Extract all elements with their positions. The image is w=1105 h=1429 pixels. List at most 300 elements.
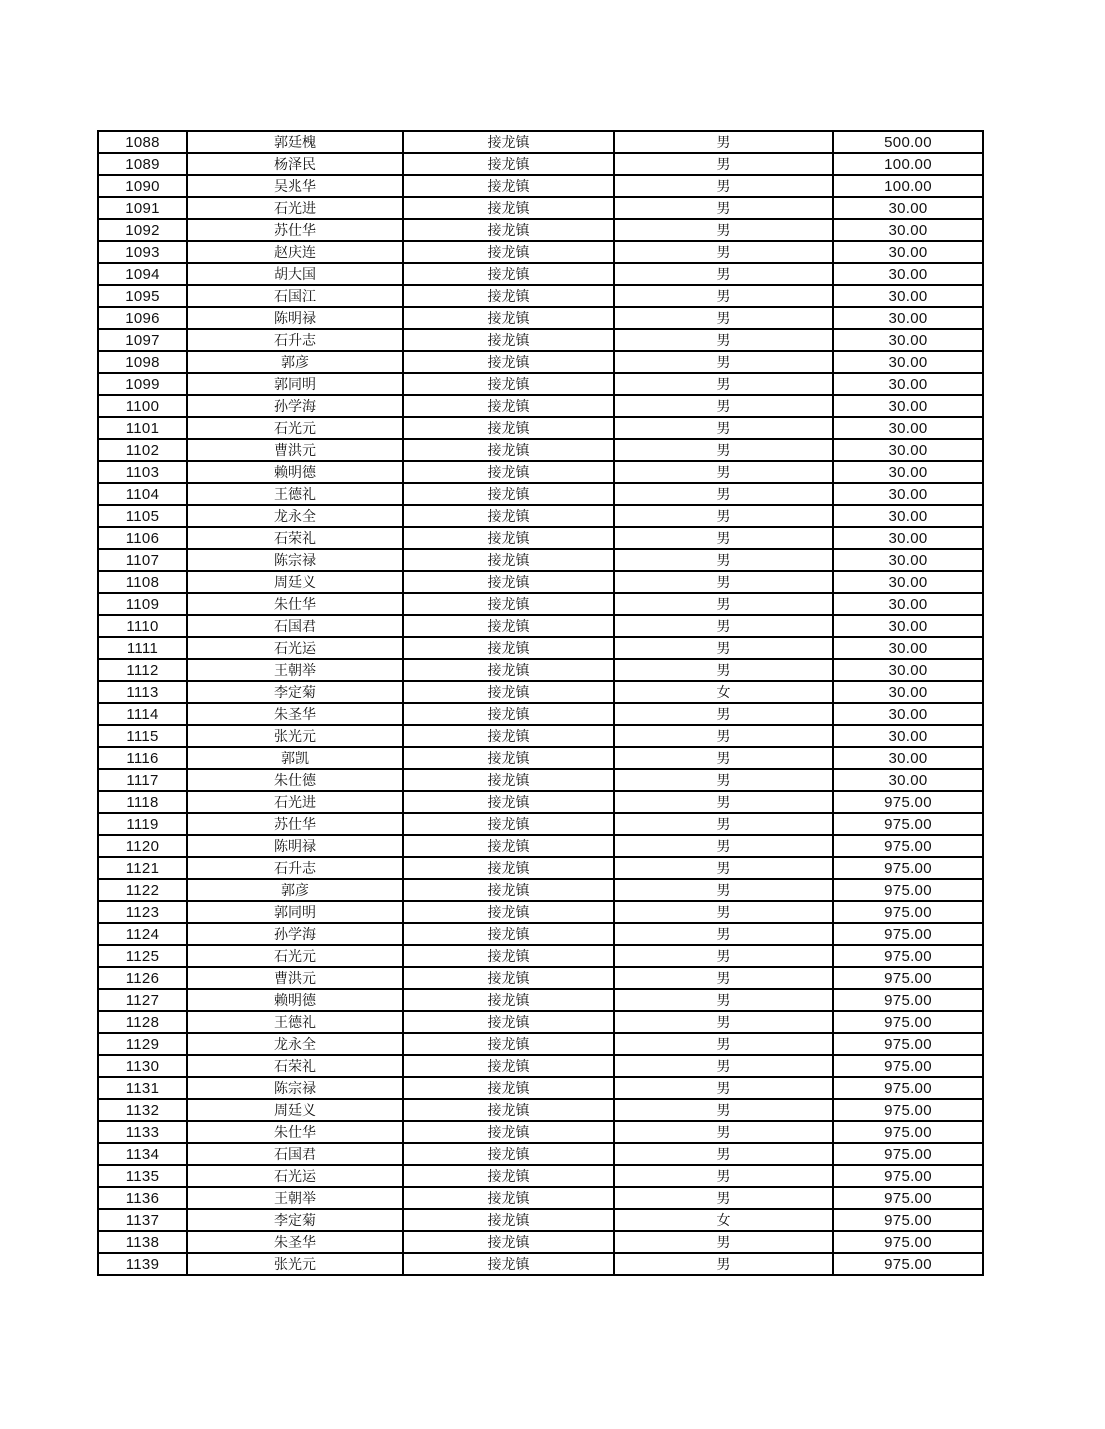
name-cell: 李定菊 bbox=[187, 681, 403, 703]
gender-cell: 男 bbox=[614, 263, 833, 285]
table-row bbox=[98, 923, 983, 945]
town-cell: 接龙镇 bbox=[403, 813, 614, 835]
gender-cell: 男 bbox=[614, 747, 833, 769]
name-cell: 石光运 bbox=[187, 1165, 403, 1187]
gender-cell: 男 bbox=[614, 857, 833, 879]
amount-cell: 30.00 bbox=[833, 395, 983, 417]
row-number-cell: 1138 bbox=[98, 1231, 187, 1253]
gender-cell: 男 bbox=[614, 945, 833, 967]
town-cell: 接龙镇 bbox=[403, 769, 614, 791]
name-cell: 孙学海 bbox=[187, 395, 403, 417]
town-cell: 接龙镇 bbox=[403, 527, 614, 549]
name-cell: 曹洪元 bbox=[187, 967, 403, 989]
amount-cell: 975.00 bbox=[833, 879, 983, 901]
town-cell: 接龙镇 bbox=[403, 1011, 614, 1033]
town-cell: 接龙镇 bbox=[403, 483, 614, 505]
gender-cell: 男 bbox=[614, 241, 833, 263]
table-row bbox=[98, 285, 983, 307]
town-cell: 接龙镇 bbox=[403, 197, 614, 219]
table-row bbox=[98, 1165, 983, 1187]
town-cell: 接龙镇 bbox=[403, 1121, 614, 1143]
table-row bbox=[98, 219, 983, 241]
amount-cell: 975.00 bbox=[833, 1231, 983, 1253]
town-cell: 接龙镇 bbox=[403, 725, 614, 747]
gender-cell: 男 bbox=[614, 285, 833, 307]
table-row bbox=[98, 901, 983, 923]
row-number-cell: 1114 bbox=[98, 703, 187, 725]
amount-cell: 30.00 bbox=[833, 197, 983, 219]
town-cell: 接龙镇 bbox=[403, 395, 614, 417]
amount-cell: 30.00 bbox=[833, 527, 983, 549]
town-cell: 接龙镇 bbox=[403, 1077, 614, 1099]
row-number-cell: 1139 bbox=[98, 1253, 187, 1275]
table-row bbox=[98, 307, 983, 329]
town-cell: 接龙镇 bbox=[403, 417, 614, 439]
town-cell: 接龙镇 bbox=[403, 505, 614, 527]
name-cell: 郭同明 bbox=[187, 901, 403, 923]
gender-cell: 男 bbox=[614, 505, 833, 527]
gender-cell: 男 bbox=[614, 1011, 833, 1033]
amount-cell: 975.00 bbox=[833, 857, 983, 879]
table-row bbox=[98, 791, 983, 813]
town-cell: 接龙镇 bbox=[403, 945, 614, 967]
name-cell: 郭廷槐 bbox=[187, 131, 403, 153]
gender-cell: 男 bbox=[614, 835, 833, 857]
row-number-cell: 1104 bbox=[98, 483, 187, 505]
amount-cell: 30.00 bbox=[833, 263, 983, 285]
name-cell: 吴兆华 bbox=[187, 175, 403, 197]
row-number-cell: 1095 bbox=[98, 285, 187, 307]
table-row bbox=[98, 505, 983, 527]
row-number-cell: 1106 bbox=[98, 527, 187, 549]
row-number-cell: 1110 bbox=[98, 615, 187, 637]
amount-cell: 100.00 bbox=[833, 153, 983, 175]
row-number-cell: 1103 bbox=[98, 461, 187, 483]
gender-cell: 男 bbox=[614, 923, 833, 945]
town-cell: 接龙镇 bbox=[403, 175, 614, 197]
name-cell: 石荣礼 bbox=[187, 1055, 403, 1077]
town-cell: 接龙镇 bbox=[403, 879, 614, 901]
amount-cell: 975.00 bbox=[833, 1253, 983, 1275]
row-number-cell: 1132 bbox=[98, 1099, 187, 1121]
row-number-cell: 1133 bbox=[98, 1121, 187, 1143]
town-cell: 接龙镇 bbox=[403, 285, 614, 307]
row-number-cell: 1101 bbox=[98, 417, 187, 439]
amount-cell: 30.00 bbox=[833, 659, 983, 681]
table-row bbox=[98, 879, 983, 901]
gender-cell: 男 bbox=[614, 1077, 833, 1099]
table-row bbox=[98, 351, 983, 373]
row-number-cell: 1099 bbox=[98, 373, 187, 395]
amount-cell: 30.00 bbox=[833, 549, 983, 571]
town-cell: 接龙镇 bbox=[403, 153, 614, 175]
row-number-cell: 1089 bbox=[98, 153, 187, 175]
row-number-cell: 1117 bbox=[98, 769, 187, 791]
table-row bbox=[98, 1209, 983, 1231]
amount-cell: 30.00 bbox=[833, 747, 983, 769]
town-cell: 接龙镇 bbox=[403, 1209, 614, 1231]
row-number-cell: 1118 bbox=[98, 791, 187, 813]
amount-cell: 30.00 bbox=[833, 439, 983, 461]
name-cell: 陈宗禄 bbox=[187, 1077, 403, 1099]
gender-cell: 男 bbox=[614, 1033, 833, 1055]
amount-cell: 30.00 bbox=[833, 351, 983, 373]
name-cell: 张光元 bbox=[187, 1253, 403, 1275]
row-number-cell: 1105 bbox=[98, 505, 187, 527]
town-cell: 接龙镇 bbox=[403, 989, 614, 1011]
gender-cell: 男 bbox=[614, 549, 833, 571]
roster-table bbox=[97, 130, 984, 1276]
name-cell: 陈明禄 bbox=[187, 835, 403, 857]
table-row bbox=[98, 571, 983, 593]
table-row bbox=[98, 681, 983, 703]
table-row bbox=[98, 835, 983, 857]
gender-cell: 男 bbox=[614, 1165, 833, 1187]
row-number-cell: 1098 bbox=[98, 351, 187, 373]
row-number-cell: 1096 bbox=[98, 307, 187, 329]
name-cell: 李定菊 bbox=[187, 1209, 403, 1231]
gender-cell: 男 bbox=[614, 1231, 833, 1253]
town-cell: 接龙镇 bbox=[403, 791, 614, 813]
name-cell: 郭同明 bbox=[187, 373, 403, 395]
gender-cell: 男 bbox=[614, 439, 833, 461]
name-cell: 朱圣华 bbox=[187, 703, 403, 725]
gender-cell: 男 bbox=[614, 483, 833, 505]
row-number-cell: 1100 bbox=[98, 395, 187, 417]
gender-cell: 男 bbox=[614, 901, 833, 923]
gender-cell: 男 bbox=[614, 879, 833, 901]
gender-cell: 男 bbox=[614, 637, 833, 659]
gender-cell: 男 bbox=[614, 703, 833, 725]
table-row bbox=[98, 725, 983, 747]
name-cell: 郭彦 bbox=[187, 351, 403, 373]
name-cell: 赖明德 bbox=[187, 461, 403, 483]
row-number-cell: 1126 bbox=[98, 967, 187, 989]
name-cell: 陈明禄 bbox=[187, 307, 403, 329]
row-number-cell: 1094 bbox=[98, 263, 187, 285]
name-cell: 曹洪元 bbox=[187, 439, 403, 461]
table-row bbox=[98, 769, 983, 791]
row-number-cell: 1137 bbox=[98, 1209, 187, 1231]
town-cell: 接龙镇 bbox=[403, 703, 614, 725]
name-cell: 龙永全 bbox=[187, 1033, 403, 1055]
gender-cell: 男 bbox=[614, 373, 833, 395]
amount-cell: 975.00 bbox=[833, 1055, 983, 1077]
name-cell: 朱仕德 bbox=[187, 769, 403, 791]
table-row bbox=[98, 175, 983, 197]
name-cell: 石光进 bbox=[187, 791, 403, 813]
table-row bbox=[98, 857, 983, 879]
row-number-cell: 1120 bbox=[98, 835, 187, 857]
name-cell: 赖明德 bbox=[187, 989, 403, 1011]
table-row bbox=[98, 1143, 983, 1165]
row-number-cell: 1130 bbox=[98, 1055, 187, 1077]
row-number-cell: 1092 bbox=[98, 219, 187, 241]
table-row bbox=[98, 549, 983, 571]
amount-cell: 975.00 bbox=[833, 945, 983, 967]
gender-cell: 男 bbox=[614, 131, 833, 153]
gender-cell: 男 bbox=[614, 791, 833, 813]
gender-cell: 男 bbox=[614, 813, 833, 835]
town-cell: 接龙镇 bbox=[403, 571, 614, 593]
name-cell: 苏仕华 bbox=[187, 813, 403, 835]
amount-cell: 975.00 bbox=[833, 967, 983, 989]
gender-cell: 男 bbox=[614, 395, 833, 417]
town-cell: 接龙镇 bbox=[403, 1033, 614, 1055]
table-body bbox=[98, 131, 983, 1275]
row-number-cell: 1113 bbox=[98, 681, 187, 703]
table-row bbox=[98, 659, 983, 681]
amount-cell: 30.00 bbox=[833, 505, 983, 527]
table-row bbox=[98, 527, 983, 549]
table-row bbox=[98, 131, 983, 153]
name-cell: 石国君 bbox=[187, 615, 403, 637]
name-cell: 周廷义 bbox=[187, 1099, 403, 1121]
amount-cell: 975.00 bbox=[833, 1033, 983, 1055]
row-number-cell: 1088 bbox=[98, 131, 187, 153]
name-cell: 石光进 bbox=[187, 197, 403, 219]
table-row bbox=[98, 1253, 983, 1275]
amount-cell: 975.00 bbox=[833, 791, 983, 813]
table-row bbox=[98, 1011, 983, 1033]
table-row bbox=[98, 1055, 983, 1077]
town-cell: 接龙镇 bbox=[403, 1187, 614, 1209]
town-cell: 接龙镇 bbox=[403, 923, 614, 945]
table-row bbox=[98, 153, 983, 175]
town-cell: 接龙镇 bbox=[403, 241, 614, 263]
town-cell: 接龙镇 bbox=[403, 615, 614, 637]
gender-cell: 男 bbox=[614, 351, 833, 373]
table-row bbox=[98, 483, 983, 505]
row-number-cell: 1128 bbox=[98, 1011, 187, 1033]
gender-cell: 女 bbox=[614, 1209, 833, 1231]
amount-cell: 30.00 bbox=[833, 307, 983, 329]
gender-cell: 男 bbox=[614, 615, 833, 637]
amount-cell: 975.00 bbox=[833, 901, 983, 923]
name-cell: 石国江 bbox=[187, 285, 403, 307]
row-number-cell: 1125 bbox=[98, 945, 187, 967]
gender-cell: 女 bbox=[614, 681, 833, 703]
town-cell: 接龙镇 bbox=[403, 131, 614, 153]
name-cell: 石荣礼 bbox=[187, 527, 403, 549]
town-cell: 接龙镇 bbox=[403, 1099, 614, 1121]
amount-cell: 30.00 bbox=[833, 461, 983, 483]
row-number-cell: 1112 bbox=[98, 659, 187, 681]
table-row bbox=[98, 1033, 983, 1055]
name-cell: 赵庆连 bbox=[187, 241, 403, 263]
row-number-cell: 1127 bbox=[98, 989, 187, 1011]
gender-cell: 男 bbox=[614, 153, 833, 175]
amount-cell: 975.00 bbox=[833, 1121, 983, 1143]
amount-cell: 30.00 bbox=[833, 417, 983, 439]
gender-cell: 男 bbox=[614, 329, 833, 351]
town-cell: 接龙镇 bbox=[403, 747, 614, 769]
row-number-cell: 1122 bbox=[98, 879, 187, 901]
row-number-cell: 1108 bbox=[98, 571, 187, 593]
town-cell: 接龙镇 bbox=[403, 461, 614, 483]
row-number-cell: 1097 bbox=[98, 329, 187, 351]
gender-cell: 男 bbox=[614, 527, 833, 549]
table-row bbox=[98, 329, 983, 351]
row-number-cell: 1136 bbox=[98, 1187, 187, 1209]
name-cell: 王德礼 bbox=[187, 483, 403, 505]
row-number-cell: 1102 bbox=[98, 439, 187, 461]
row-number-cell: 1109 bbox=[98, 593, 187, 615]
name-cell: 周廷义 bbox=[187, 571, 403, 593]
name-cell: 石国君 bbox=[187, 1143, 403, 1165]
amount-cell: 975.00 bbox=[833, 1099, 983, 1121]
table-row bbox=[98, 747, 983, 769]
town-cell: 接龙镇 bbox=[403, 835, 614, 857]
gender-cell: 男 bbox=[614, 659, 833, 681]
town-cell: 接龙镇 bbox=[403, 901, 614, 923]
table-row bbox=[98, 263, 983, 285]
table-row bbox=[98, 373, 983, 395]
gender-cell: 男 bbox=[614, 989, 833, 1011]
row-number-cell: 1123 bbox=[98, 901, 187, 923]
name-cell: 朱仕华 bbox=[187, 593, 403, 615]
row-number-cell: 1107 bbox=[98, 549, 187, 571]
gender-cell: 男 bbox=[614, 725, 833, 747]
row-number-cell: 1134 bbox=[98, 1143, 187, 1165]
amount-cell: 30.00 bbox=[833, 571, 983, 593]
name-cell: 郭凯 bbox=[187, 747, 403, 769]
table-row bbox=[98, 637, 983, 659]
table-row bbox=[98, 241, 983, 263]
amount-cell: 500.00 bbox=[833, 131, 983, 153]
table-row bbox=[98, 1187, 983, 1209]
name-cell: 郭彦 bbox=[187, 879, 403, 901]
town-cell: 接龙镇 bbox=[403, 219, 614, 241]
amount-cell: 975.00 bbox=[833, 835, 983, 857]
row-number-cell: 1124 bbox=[98, 923, 187, 945]
amount-cell: 30.00 bbox=[833, 373, 983, 395]
row-number-cell: 1111 bbox=[98, 637, 187, 659]
row-number-cell: 1129 bbox=[98, 1033, 187, 1055]
table-row bbox=[98, 615, 983, 637]
table-row bbox=[98, 813, 983, 835]
table-row bbox=[98, 461, 983, 483]
town-cell: 接龙镇 bbox=[403, 1165, 614, 1187]
amount-cell: 30.00 bbox=[833, 703, 983, 725]
row-number-cell: 1090 bbox=[98, 175, 187, 197]
gender-cell: 男 bbox=[614, 1143, 833, 1165]
row-number-cell: 1093 bbox=[98, 241, 187, 263]
row-number-cell: 1119 bbox=[98, 813, 187, 835]
town-cell: 接龙镇 bbox=[403, 1055, 614, 1077]
gender-cell: 男 bbox=[614, 1121, 833, 1143]
row-number-cell: 1091 bbox=[98, 197, 187, 219]
amount-cell: 30.00 bbox=[833, 615, 983, 637]
amount-cell: 975.00 bbox=[833, 1209, 983, 1231]
name-cell: 孙学海 bbox=[187, 923, 403, 945]
amount-cell: 100.00 bbox=[833, 175, 983, 197]
town-cell: 接龙镇 bbox=[403, 329, 614, 351]
town-cell: 接龙镇 bbox=[403, 351, 614, 373]
name-cell: 胡大国 bbox=[187, 263, 403, 285]
name-cell: 陈宗禄 bbox=[187, 549, 403, 571]
town-cell: 接龙镇 bbox=[403, 307, 614, 329]
amount-cell: 975.00 bbox=[833, 989, 983, 1011]
table-row bbox=[98, 945, 983, 967]
town-cell: 接龙镇 bbox=[403, 1143, 614, 1165]
table-row bbox=[98, 1077, 983, 1099]
table-row bbox=[98, 593, 983, 615]
gender-cell: 男 bbox=[614, 175, 833, 197]
town-cell: 接龙镇 bbox=[403, 373, 614, 395]
name-cell: 王朝举 bbox=[187, 659, 403, 681]
town-cell: 接龙镇 bbox=[403, 637, 614, 659]
name-cell: 张光元 bbox=[187, 725, 403, 747]
row-number-cell: 1115 bbox=[98, 725, 187, 747]
town-cell: 接龙镇 bbox=[403, 659, 614, 681]
name-cell: 石光元 bbox=[187, 945, 403, 967]
table-row bbox=[98, 1121, 983, 1143]
name-cell: 杨泽民 bbox=[187, 153, 403, 175]
row-number-cell: 1121 bbox=[98, 857, 187, 879]
amount-cell: 975.00 bbox=[833, 1077, 983, 1099]
town-cell: 接龙镇 bbox=[403, 549, 614, 571]
table-row bbox=[98, 395, 983, 417]
name-cell: 石光元 bbox=[187, 417, 403, 439]
gender-cell: 男 bbox=[614, 1187, 833, 1209]
town-cell: 接龙镇 bbox=[403, 857, 614, 879]
gender-cell: 男 bbox=[614, 1055, 833, 1077]
table-row bbox=[98, 439, 983, 461]
amount-cell: 30.00 bbox=[833, 219, 983, 241]
name-cell: 苏仕华 bbox=[187, 219, 403, 241]
amount-cell: 30.00 bbox=[833, 725, 983, 747]
amount-cell: 975.00 bbox=[833, 1165, 983, 1187]
name-cell: 石升志 bbox=[187, 329, 403, 351]
gender-cell: 男 bbox=[614, 307, 833, 329]
gender-cell: 男 bbox=[614, 1253, 833, 1275]
name-cell: 龙永全 bbox=[187, 505, 403, 527]
amount-cell: 30.00 bbox=[833, 329, 983, 351]
amount-cell: 30.00 bbox=[833, 241, 983, 263]
amount-cell: 975.00 bbox=[833, 1187, 983, 1209]
gender-cell: 男 bbox=[614, 1099, 833, 1121]
gender-cell: 男 bbox=[614, 769, 833, 791]
town-cell: 接龙镇 bbox=[403, 1253, 614, 1275]
table-row bbox=[98, 703, 983, 725]
table-row bbox=[98, 989, 983, 1011]
town-cell: 接龙镇 bbox=[403, 263, 614, 285]
gender-cell: 男 bbox=[614, 417, 833, 439]
table-row bbox=[98, 1099, 983, 1121]
amount-cell: 30.00 bbox=[833, 483, 983, 505]
table-row bbox=[98, 1231, 983, 1253]
town-cell: 接龙镇 bbox=[403, 593, 614, 615]
table-row bbox=[98, 967, 983, 989]
name-cell: 朱圣华 bbox=[187, 1231, 403, 1253]
amount-cell: 30.00 bbox=[833, 285, 983, 307]
row-number-cell: 1131 bbox=[98, 1077, 187, 1099]
gender-cell: 男 bbox=[614, 571, 833, 593]
amount-cell: 30.00 bbox=[833, 769, 983, 791]
row-number-cell: 1135 bbox=[98, 1165, 187, 1187]
name-cell: 王朝举 bbox=[187, 1187, 403, 1209]
gender-cell: 男 bbox=[614, 967, 833, 989]
amount-cell: 975.00 bbox=[833, 1143, 983, 1165]
gender-cell: 男 bbox=[614, 197, 833, 219]
name-cell: 朱仕华 bbox=[187, 1121, 403, 1143]
town-cell: 接龙镇 bbox=[403, 439, 614, 461]
gender-cell: 男 bbox=[614, 461, 833, 483]
amount-cell: 975.00 bbox=[833, 923, 983, 945]
table-row bbox=[98, 197, 983, 219]
name-cell: 王德礼 bbox=[187, 1011, 403, 1033]
